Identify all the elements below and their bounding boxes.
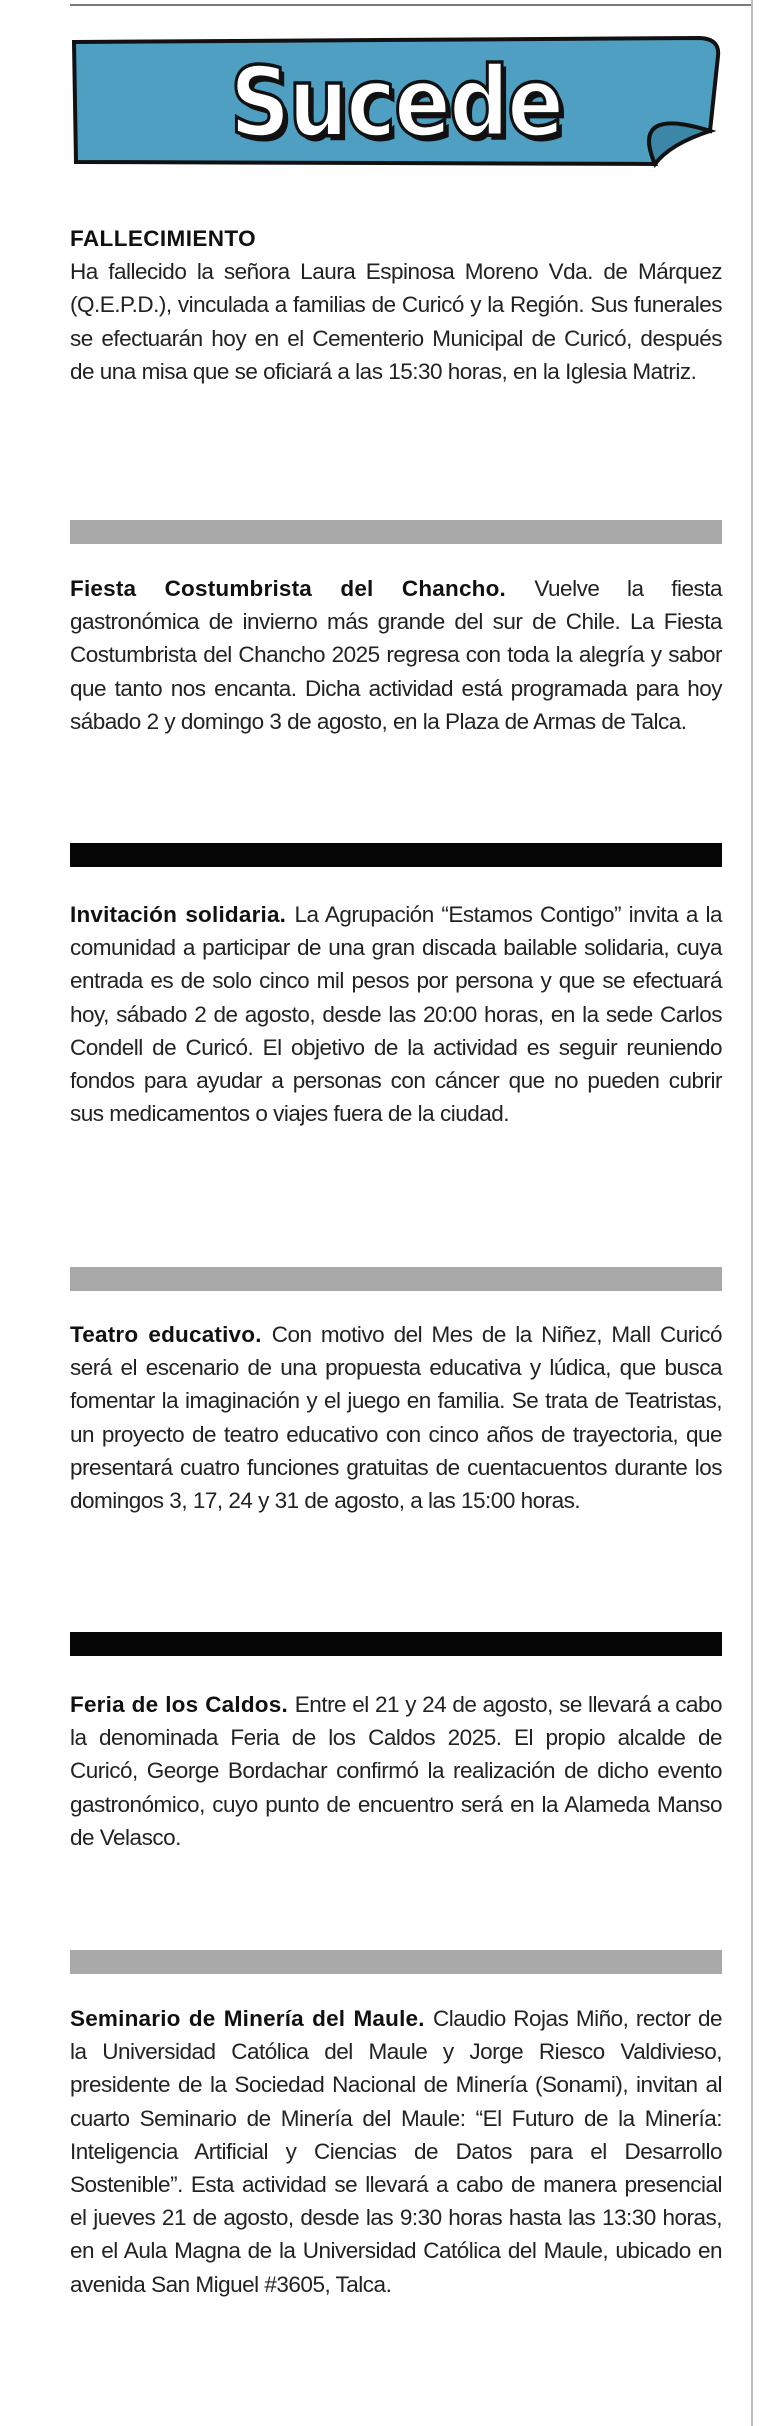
article-body: Vuelve la fiesta gastronómica de invierno más grande del sur de Chile. La Fiesta Costumbrista del Chancho 2025 regresa con toda la alegría y sabor que tanto nos encanta. Dicha actividad está programada para hoy sábado 2 y domingo 3 de agosto, en la Plaza de Armas de Talca. — [70, 576, 722, 734]
article-heading: Invitación solidaria. — [70, 902, 295, 927]
article-feria-caldos — [70, 1688, 722, 1854]
section-title: Sucede — [229, 45, 563, 159]
article-teatro-educativo — [70, 1318, 722, 1517]
article-heading: Feria de los Caldos. — [70, 1692, 295, 1717]
top-rule — [70, 4, 753, 6]
section-banner — [70, 36, 722, 168]
article-body: La Agrupación “Estamos Contigo” invita a la comunidad a participar de una gran discada bailable solidaria, cuya entrada es de solo cinco mil pesos por persona y que se efectuará hoy, sábado 2 de agosto, desde las 20:00 horas, en la sede Carlos Condell de Curicó. El objetivo de la actividad es seguir reuniendo fondos para ayudar a personas con cáncer que no pueden cubrir sus medicamentos o viajes fuera de la ciudad. — [70, 902, 722, 1127]
article-body: Con motivo del Mes de la Niñez, Mall Curicó será el escenario de una propuesta educativa y lúdica, que busca fomentar la imaginación y el juego en familia. Se trata de Teatristas, un proyecto de teatro educativo con cinco años de trayectoria, que presentará cuatro funciones gratuitas de cuentacuentos durante los domingos 3, 17, 24 y 31 de agosto, a las 15:00 horas. — [70, 1322, 722, 1514]
article-heading: FALLECIMIENTO — [70, 226, 257, 251]
article-fallecimiento — [70, 222, 722, 388]
article-body: Ha fallecido la señora Laura Espinosa Moreno Vda. de Márquez (Q.E.P.D.), vinculada a familias de Curicó y la Región. Sus funerales se efectuarán hoy en el Cementerio Municipal de Curicó, después de una misa que se oficiará a las 15:30 horas, en la Iglesia Matriz. — [70, 259, 722, 384]
article-body: Entre el 21 y 24 de agosto, se llevará a cabo la denominada Feria de los Caldos 2025. El propio alcalde de Curicó, George Bordachar confirmó la realización de dicho evento gastronómico, cuyo punto de encuentro será en la Alameda Manso de Velasco. — [70, 1692, 723, 1850]
article-heading: Seminario de Minería del Maule. — [70, 2006, 433, 2031]
article-body: Claudio Rojas Miño, rector de la Universidad Católica del Maule y Jorge Riesco Valdivieso, presidente de la Sociedad Nacional de Minería (Sonami), invitan al cuarto Seminario de Minería del Maule: “El Futuro de la Minería: Inteligencia Artificial y Ciencias de Datos para el Desarrollo Sostenible”. Esta actividad se llevará a cabo de manera presencial el jueves 21 de agosto, desde las 9:30 horas hasta las 13:30 horas, en el Aula Magna de la Universidad Católica del Maule, ubicado en avenida San Miguel #3605, Talca. — [70, 2006, 723, 2297]
article-invitacion-solidaria — [70, 898, 722, 1130]
separator-gray — [70, 1950, 722, 1974]
separator-gray — [70, 1267, 722, 1291]
article-heading: Teatro educativo. — [70, 1322, 272, 1347]
article-seminario-mineria — [70, 2002, 722, 2301]
separator-gray — [70, 520, 722, 544]
article-fiesta-chancho — [70, 572, 722, 738]
article-heading: Fiesta Costumbrista del Chancho. — [70, 576, 535, 601]
separator-black — [70, 843, 722, 867]
separator-black — [70, 1632, 722, 1656]
column-rule — [751, 0, 753, 2426]
